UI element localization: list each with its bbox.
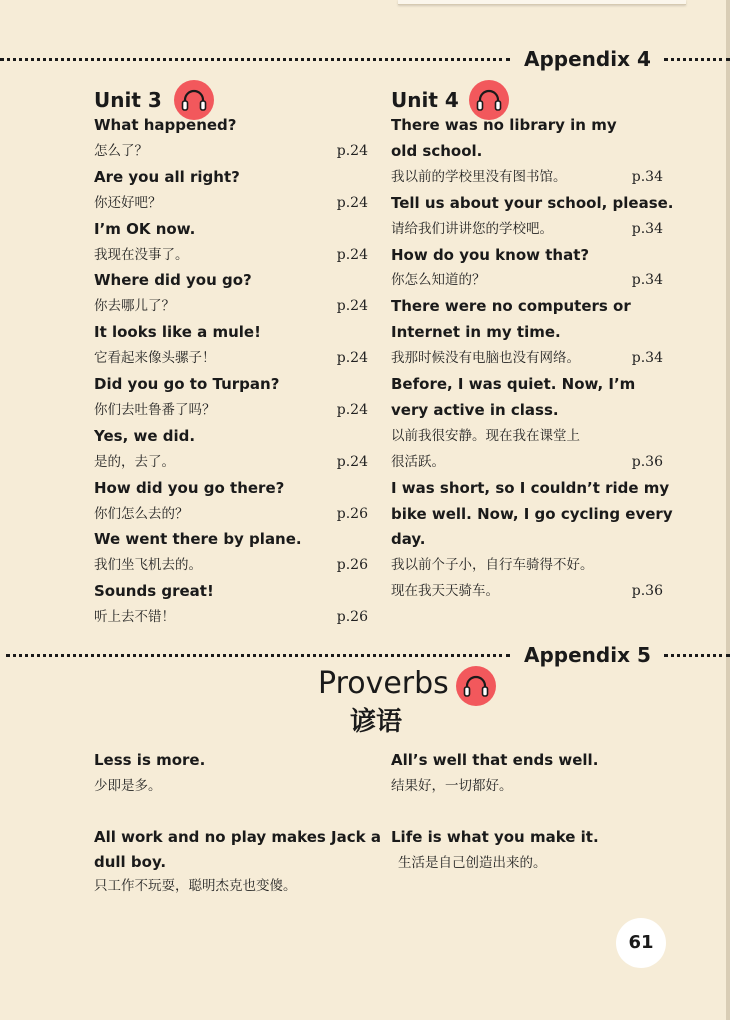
unit-4-title: Unit 4 <box>391 88 459 112</box>
page-ref: p.24 <box>336 402 368 418</box>
phrase-en: How do you know that? <box>391 245 590 264</box>
phrase-en: Did you go to Turpan? <box>94 375 280 393</box>
dotted-rule-right <box>664 654 730 657</box>
phrase-en: Tell us about your school, please. <box>391 193 674 212</box>
phrase-en: day. <box>391 530 426 549</box>
phrase-zh: 我现在没事了。 <box>94 246 189 263</box>
phrase-zh: 怎么了？ <box>94 143 148 159</box>
phrase-zh: 很活跃。 <box>391 453 445 470</box>
page-ref: p.36 <box>631 453 663 470</box>
proverb-item <box>391 750 671 794</box>
phrase-en: How did you go there? <box>94 478 285 497</box>
phrase-en: old school. <box>391 141 483 160</box>
page-ref: p.24 <box>336 350 368 367</box>
page-ref: p.34 <box>631 220 663 237</box>
phrase-zh: 你还好吧？ <box>94 194 162 211</box>
appendix-4-title: Appendix 4 <box>524 47 651 71</box>
unit-3-header <box>94 80 294 120</box>
unit-3-title: Unit 3 <box>94 88 162 112</box>
phrase-zh: 现在我天天骑车。 <box>391 583 499 600</box>
page-number: 61 <box>616 918 666 968</box>
proverbs-heading: Proverbs <box>318 666 449 701</box>
page-ref: p.24 <box>336 246 368 263</box>
proverb-zh: 只工作不玩耍，聪明杰克也变傻。 <box>94 878 297 894</box>
page-ref: p.24 <box>336 453 368 470</box>
unit-3-section <box>94 80 368 630</box>
phrase-zh: 你怎么知道的？ <box>391 272 486 289</box>
page-ref: p.26 <box>336 557 368 574</box>
proverb-item <box>391 827 671 877</box>
phrase-en: What happened? <box>94 116 237 134</box>
headphones-icon[interactable] <box>174 80 214 120</box>
dotted-rule-left <box>0 58 510 61</box>
phrase-zh: 是的，去了。 <box>94 453 175 470</box>
phrase-en: There was no library in my <box>391 116 617 134</box>
proverb-item <box>94 750 374 794</box>
proverbs-heading-zh: 谚语 <box>350 707 403 737</box>
dotted-rule-right <box>664 58 730 61</box>
dotted-rule-left <box>6 654 510 657</box>
headphones-icon[interactable] <box>456 666 496 706</box>
phrase-en: very active in class. <box>391 400 559 419</box>
phrase-zh: 听上去不错！ <box>94 609 175 626</box>
phrase-zh: 我那时候没有电脑也没有网络。 <box>391 350 580 367</box>
unit-4-header <box>391 80 591 120</box>
proverb-en: All work and no play makes Jack a <box>94 828 381 846</box>
proverb-en: dull boy. <box>94 853 167 871</box>
appendix-4-header <box>0 46 730 72</box>
headphones-icon[interactable] <box>469 80 509 120</box>
page-ref: p.34 <box>631 168 663 185</box>
phrase-zh: 请给我们讲讲您的学校吧。 <box>391 220 553 237</box>
page-ref: p.34 <box>631 350 663 367</box>
page-edge <box>726 0 730 1020</box>
page-ref: p.34 <box>631 272 663 289</box>
proverb-en: Life is what you make it. <box>391 828 599 846</box>
phrase-zh: 我以前个子小，自行车骑得不好。 <box>391 557 594 574</box>
phrase-en: Yes, we did. <box>94 426 196 445</box>
proverb-item <box>94 827 381 897</box>
phrase-en: I’m OK now. <box>94 219 196 238</box>
proverb-zh: 生活是自己创造出来的。 <box>398 855 547 871</box>
phrase-en: We went there by plane. <box>94 530 302 549</box>
phrase-en: Where did you go? <box>94 271 252 290</box>
page-ref: p.26 <box>336 609 368 626</box>
phrase-en: Before, I was quiet. Now, I’m <box>391 375 636 393</box>
phrase-en: There were no computers or <box>391 297 631 316</box>
phrase-en: I was short, so I couldn’t ride my <box>391 478 670 497</box>
page-ref: p.36 <box>631 583 663 600</box>
proverb-en: All’s well that ends well. <box>391 751 599 769</box>
phrase-en: It looks like a mule! <box>94 323 261 342</box>
page-ref: p.24 <box>336 143 368 159</box>
phrase-en: bike well. Now, I go cycling every <box>391 504 673 523</box>
proverb-zh: 少即是多。 <box>94 778 162 794</box>
phrase-zh: 我们坐飞机去的。 <box>94 557 202 574</box>
phrase-en: Sounds great! <box>94 582 214 601</box>
phrase-en: Internet in my time. <box>391 323 561 342</box>
page-ref: p.24 <box>336 194 368 211</box>
phrase-zh: 它看起来像头骡子！ <box>94 350 216 367</box>
appendix-5-title: Appendix 5 <box>524 643 651 667</box>
unit-4-section <box>391 80 674 630</box>
top-tab <box>398 0 686 5</box>
page-ref: p.26 <box>336 505 368 522</box>
proverb-zh: 结果好，一切都好。 <box>391 778 513 794</box>
phrase-zh: 你们去吐鲁番了吗？ <box>94 402 216 418</box>
proverb-en: Less is more. <box>94 751 206 769</box>
phrase-zh: 你们怎么去的？ <box>94 505 189 522</box>
phrase-zh: 你去哪儿了？ <box>94 298 175 315</box>
phrase-zh: 我以前的学校里没有图书馆。 <box>391 168 567 185</box>
phrase-zh: 以前我很安静。现在我在课堂上 <box>391 427 580 444</box>
phrase-en: Are you all right? <box>94 167 240 186</box>
page-ref: p.24 <box>336 298 368 315</box>
